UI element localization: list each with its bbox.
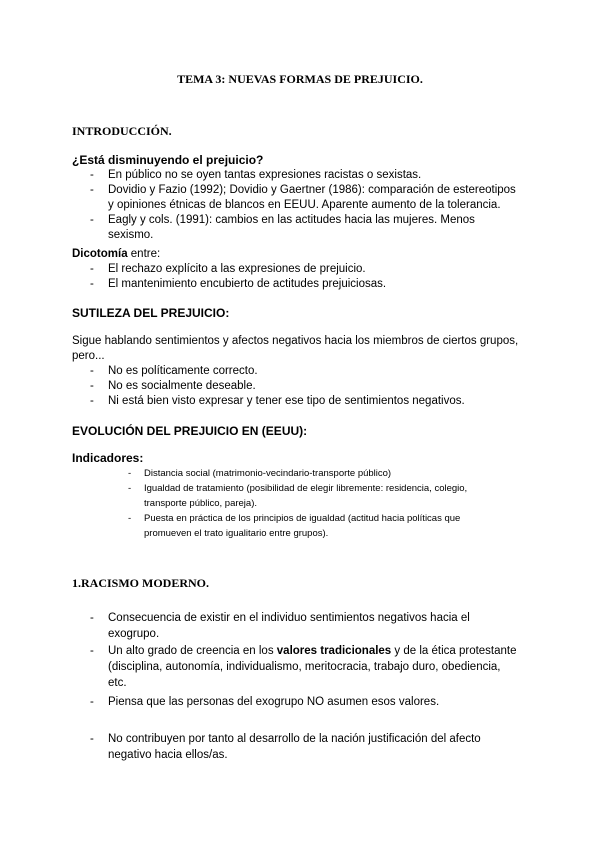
racismo-bullet-4 bbox=[72, 731, 522, 763]
list-item: - Igualdad de tratamiento (posibilidad de elegir libremente: residencia, colegio, transporte público, pareja). bbox=[128, 483, 468, 509]
dicotomia-bullet-list bbox=[72, 262, 522, 292]
list-item: - El rechazo explícito a las expresiones de prejuicio. bbox=[90, 263, 366, 275]
list-item: - Ni está bien visto expresar y tener ese tipo de sentimientos negativos. bbox=[90, 395, 465, 407]
list-item: - En público no se oyen tantas expresiones racistas o sexistas. bbox=[90, 169, 422, 181]
list-item: - Un alto grado de creencia en los valores tradicionales y de la ética protestante (disciplina, autonomía, individualismo, meritocracia, trabajo duro, obediencia, etc. bbox=[90, 645, 517, 689]
list-item: - Puesta en práctica de los principios de igualdad (actitud hacia políticas que promueven el trato igualitario entre grupos). bbox=[128, 513, 461, 539]
sutileza-bullet-list bbox=[72, 364, 522, 409]
list-item: - Consecuencia de existir en el individuo sentimientos negativos hacia el exogrupo. bbox=[90, 612, 470, 640]
intro-bullet-list bbox=[72, 168, 522, 243]
list-item: - No es políticamente correcto. bbox=[90, 365, 258, 377]
indicadores-label: Indicadores: bbox=[72, 451, 144, 465]
dicotomia-bold: Dicotomía bbox=[72, 248, 128, 260]
list-item: - Eagly y cols. (1991): cambios en las actitudes hacia las mujeres. Menos sexismo. bbox=[90, 214, 475, 241]
valores-tradicionales-bold: valores tradicionales bbox=[276, 645, 392, 657]
document-title: TEMA 3: NUEVAS FORMAS DE PREJUICIO. bbox=[177, 72, 423, 86]
heading-evolucion: EVOLUCIÓN DEL PREJUICIO EN (EEUU): bbox=[72, 424, 308, 438]
indicadores-bullet-list bbox=[128, 466, 508, 541]
list-item: - El mantenimiento encubierto de actitudes prejuiciosas. bbox=[90, 278, 387, 290]
question-prejuicio: ¿Está disminuyendo el prejuicio? bbox=[72, 153, 264, 167]
racismo-bullet-3 bbox=[72, 694, 522, 710]
racismo-bullet-1 bbox=[72, 610, 522, 642]
heading-introduccion: INTRODUCCIÓN. bbox=[72, 124, 172, 138]
heading-racismo-moderno: 1.RACISMO MODERNO. bbox=[72, 576, 209, 590]
list-item: - Distancia social (matrimonio-vecindario-transporte público) bbox=[128, 468, 392, 479]
list-item: - No es socialmente deseable. bbox=[90, 380, 256, 392]
list-item: - Piensa que las personas del exogrupo NO asumen esos valores. bbox=[90, 696, 440, 708]
list-item: - No contribuyen por tanto al desarrollo de la nación justificación del afecto negativo hacia ellos/as. bbox=[90, 733, 481, 761]
racismo-bullet-2 bbox=[72, 643, 522, 691]
list-item: - Dovidio y Fazio (1992); Dovidio y Gaertner (1986): comparación de estereotipos y opiniones étnicas de blancos en EEUU. Aparente aumento de la tolerancia. bbox=[90, 184, 516, 211]
dicotomia-line: Dicotomía entre: bbox=[72, 248, 161, 260]
heading-sutileza: SUTILEZA DEL PREJUICIO: bbox=[72, 306, 230, 320]
sutileza-text: Sigue hablando sentimientos y afectos negativos hacia los miembros de ciertos grupos, pero... bbox=[72, 335, 519, 362]
